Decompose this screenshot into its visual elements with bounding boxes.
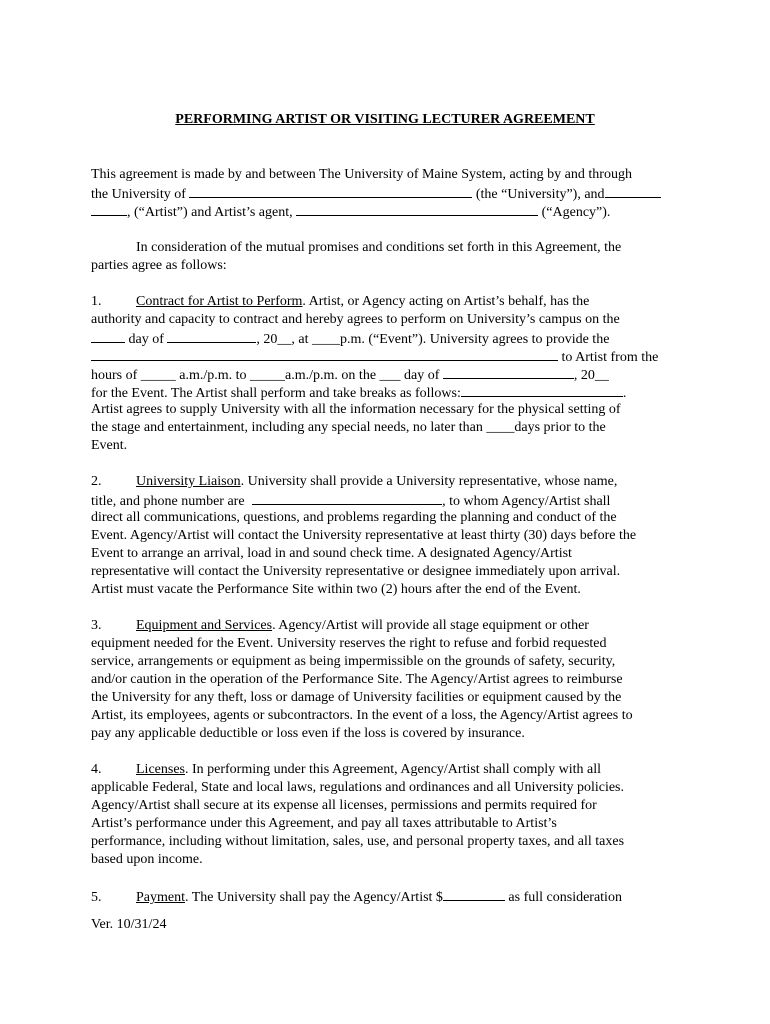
section-3 bbox=[91, 617, 685, 743]
section-line: Event. Agency/Artist will contact the University representative at least thirty (30) days before the bbox=[91, 528, 637, 543]
section-text: . bbox=[622, 386, 627, 401]
section-number: 4. bbox=[91, 762, 102, 777]
section-line: authority and capacity to contract and hereby agrees to perform on University’s campus on the bbox=[91, 312, 620, 327]
intro-line bbox=[91, 202, 685, 220]
intro-text: , (“Artist”) and Artist’s agent, bbox=[127, 205, 297, 220]
university-name-blank[interactable] bbox=[189, 184, 472, 198]
section-number: 2. bbox=[91, 474, 102, 489]
section-line: applicable Federal, State and local laws, regulations and ordinances and all University policies. bbox=[91, 780, 624, 795]
section-text: . In performing under this Agreement, Agency/Artist shall comply with all bbox=[184, 762, 602, 777]
intro-text: the University of bbox=[91, 187, 190, 202]
document-body bbox=[91, 166, 685, 905]
section-line: Event to arrange an arrival, load in and sound check time. A designated Agency/Artist bbox=[91, 546, 572, 561]
section-line: Artist, its employees, agents or subcontractors. In the event of a loss, the Agency/Artist agrees to bbox=[91, 708, 633, 723]
section-heading: Payment bbox=[136, 890, 185, 905]
section-number: 5. bbox=[91, 890, 102, 905]
section-line: the stage and entertainment, including any special needs, no later than ____days prior to the bbox=[91, 420, 606, 435]
section-line: Artist agrees to supply University with all the information necessary for the physical setting of bbox=[91, 402, 621, 417]
intro-line bbox=[91, 184, 685, 202]
liaison-blank[interactable] bbox=[252, 491, 442, 505]
section-text: as full consideration bbox=[504, 890, 622, 905]
section-line bbox=[91, 347, 685, 365]
section-text: . Artist, or Agency acting on Artist’s behalf, has the bbox=[302, 294, 590, 309]
document-title: PERFORMING ARTIST OR VISITING LECTURER AGREEMENT bbox=[175, 112, 595, 127]
consideration-line: parties agree as follows: bbox=[91, 258, 227, 273]
month-blank[interactable] bbox=[167, 329, 256, 343]
section-line bbox=[91, 761, 685, 779]
section-text: , to whom Agency/Artist shall bbox=[442, 494, 611, 509]
section-line: representative will contact the University representative or designee immediately upon arrival. bbox=[91, 564, 621, 579]
section-line bbox=[91, 383, 685, 401]
section-line: pay any applicable deductible or loss even if the loss is covered by insurance. bbox=[91, 726, 525, 741]
intro-paragraph bbox=[91, 166, 685, 220]
intro-line: This agreement is made by and between The University of Maine System, acting by and through bbox=[91, 167, 632, 182]
section-line: Artist’s performance under this Agreement, and pay all taxes attributable to Artist’s bbox=[91, 816, 557, 831]
section-heading: University Liaison bbox=[136, 474, 241, 489]
section-5 bbox=[91, 887, 685, 905]
section-number: 3. bbox=[91, 618, 102, 633]
consideration-paragraph bbox=[91, 239, 685, 275]
section-line bbox=[91, 473, 685, 491]
section-line: and/or caution in the operation of the Performance Site. The Agency/Artist agrees to reimburse bbox=[91, 672, 623, 687]
section-heading: Contract for Artist to Perform bbox=[136, 294, 303, 309]
section-1 bbox=[91, 293, 685, 455]
day-blank[interactable] bbox=[91, 329, 125, 343]
section-text: hours of _____ a.m./p.m. to _____a.m./p.m. on the ___ day of bbox=[91, 368, 443, 383]
section-line: equipment needed for the Event. University reserves the right to refuse and forbid requested bbox=[91, 636, 607, 651]
section-text: . Agency/Artist will provide all stage equipment or other bbox=[272, 618, 589, 633]
section-2 bbox=[91, 473, 685, 599]
section-text: . The University shall pay the Agency/Artist $ bbox=[185, 890, 443, 905]
section-4 bbox=[91, 761, 685, 869]
section-line bbox=[91, 887, 685, 905]
version-footer: Ver. 10/31/24 bbox=[91, 917, 167, 932]
consideration-text: In consideration of the mutual promises and conditions set forth in this Agreement, the bbox=[136, 240, 622, 255]
section-text: , 20__, at ____p.m. (“Event”). University agrees to provide the bbox=[256, 332, 610, 347]
section-line: the University for any theft, loss or damage of University facilities or equipment caused by the bbox=[91, 690, 622, 705]
section-heading: Equipment and Services bbox=[136, 618, 273, 633]
section-line: Agency/Artist shall secure at its expense all licenses, permissions and permits required for bbox=[91, 798, 597, 813]
section-line bbox=[91, 617, 685, 635]
intro-text: (“Agency”). bbox=[538, 205, 611, 220]
section-text: day of bbox=[125, 332, 168, 347]
section-line: based upon income. bbox=[91, 852, 203, 867]
section-line: Artist must vacate the Performance Site within two (2) hours after the end of the Event. bbox=[91, 582, 581, 597]
section-line: performance, including without limitation, sales, use, and personal property taxes, and all taxes bbox=[91, 834, 625, 849]
venue-blank[interactable] bbox=[91, 347, 558, 361]
event-month-blank[interactable] bbox=[443, 365, 574, 379]
section-text: title, and phone number are bbox=[91, 494, 249, 509]
section-text: to Artist from the bbox=[558, 350, 659, 365]
section-text: , 20__ bbox=[573, 368, 609, 383]
artist-name-blank[interactable] bbox=[605, 184, 661, 198]
section-number: 1. bbox=[91, 294, 102, 309]
payment-amount-blank[interactable] bbox=[443, 887, 505, 901]
section-line bbox=[91, 491, 685, 509]
breaks-blank[interactable] bbox=[461, 383, 623, 397]
section-text: . University shall provide a University representative, whose name, bbox=[240, 474, 618, 489]
section-line bbox=[91, 329, 685, 347]
section-line: service, arrangements or equipment as being impermissible on the grounds of safety, security, bbox=[91, 654, 616, 669]
intro-text: (the “University”), and bbox=[472, 187, 605, 202]
section-text: for the Event. The Artist shall perform and take breaks as follows: bbox=[91, 386, 461, 401]
section-line: Event. bbox=[91, 438, 128, 453]
section-line bbox=[91, 365, 685, 383]
section-line: direct all communications, questions, and problems regarding the planning and conduct of the bbox=[91, 510, 617, 525]
agency-name-blank[interactable] bbox=[296, 202, 538, 216]
artist-name-blank-continued[interactable] bbox=[91, 202, 127, 216]
section-heading: Licenses bbox=[136, 762, 185, 777]
consideration-line bbox=[91, 239, 685, 257]
section-line bbox=[91, 293, 685, 311]
